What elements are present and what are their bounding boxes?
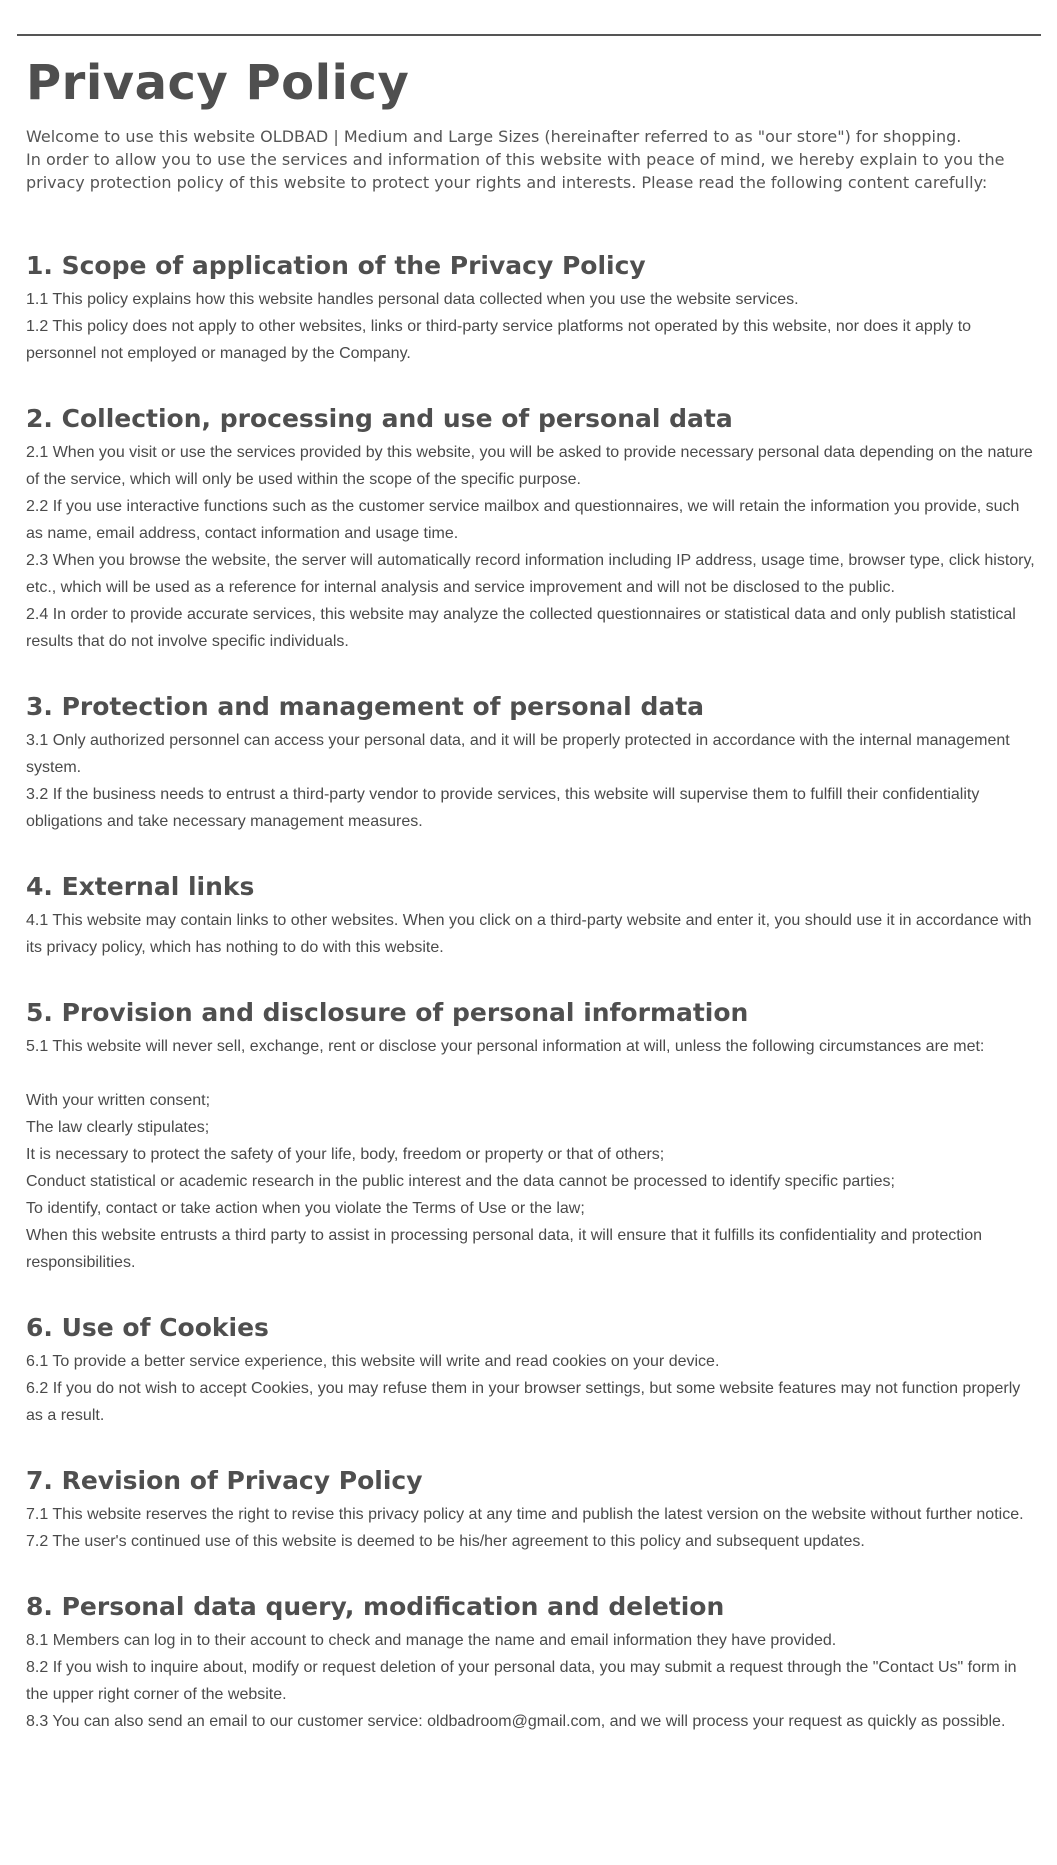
section-line: To identify, contact or take action when you violate the Terms of Use or the law; (26, 1200, 585, 1217)
section-heading: 3. Protection and management of personal data (26, 692, 705, 721)
page-title: Privacy Policy (26, 55, 410, 111)
section-line: 4.1 This website may contain links to other websites. When you click on a third-party website and enter it, you should use it in accordance with its privacy policy, which has nothing to do with this website. (26, 912, 1032, 956)
section-line: 3.2 If the business needs to entrust a third-party vendor to provide services, this website will supervise them to fulfill their confidentiality obligations and take necessary management measures. (26, 786, 980, 830)
policy-section (26, 1591, 1036, 1735)
policy-section (26, 871, 1036, 961)
intro-line: In order to allow you to use the services and information of this website with peace of mind, we hereby explain to you the privacy protection policy of this website to protect your rights and interests. Please read the following content carefully: (26, 150, 1005, 192)
section-line: The law clearly stipulates; (26, 1119, 210, 1136)
policy-section (26, 250, 1036, 367)
section-line: 8.1 Members can log in to their account to check and manage the name and email information they have provided. (26, 1632, 837, 1649)
section-heading: 4. External links (26, 872, 255, 901)
section-line: 2.4 In order to provide accurate services, this website may analyze the collected questionnaires or statistical data and only publish statistical results that do not involve specific individuals. (26, 606, 1016, 650)
section-line: With your written consent; (26, 1092, 211, 1109)
section-heading: 8. Personal data query, modification and deletion (26, 1592, 725, 1621)
top-divider (17, 34, 1041, 36)
section-heading: 5. Provision and disclosure of personal information (26, 998, 749, 1027)
policy-content (26, 50, 1036, 1771)
paragraph-gap (26, 1060, 1036, 1087)
intro (26, 125, 1036, 194)
policy-section (26, 1312, 1036, 1429)
section-heading: 1. Scope of application of the Privacy Policy (26, 251, 646, 280)
policy-section (26, 691, 1036, 835)
section-line: 7.1 This website reserves the right to revise this privacy policy at any time and publish the latest version on the website without further notice. (26, 1506, 1024, 1523)
intro-line: Welcome to use this website OLDBAD | Medium and Large Sizes (hereinafter referred to as "our store") for shopping. (26, 127, 962, 146)
section-line: 6.1 To provide a better service experience, this website will write and read cookies on your device. (26, 1353, 720, 1370)
section-line: 8.2 If you wish to inquire about, modify or request deletion of your personal data, you may submit a request through the "Contact Us" form in the upper right corner of the website. (26, 1659, 1017, 1703)
section-line: 6.2 If you do not wish to accept Cookies, you may refuse them in your browser settings, but some website features may not function properly as a result. (26, 1380, 1021, 1424)
section-heading: 2. Collection, processing and use of personal data (26, 404, 733, 433)
section-line: 1.2 This policy does not apply to other websites, links or third-party service platforms not operated by this website, nor does it apply to personnel not employed or managed by the Company. (26, 318, 972, 362)
section-line: 2.1 When you visit or use the services provided by this website, you will be asked to provide necessary personal data depending on the nature of the service, which will only be used within the scope of the specific purpose. (26, 444, 1033, 488)
section-line: 5.1 This website will never sell, exchange, rent or disclose your personal information at will, unless the following circumstances are met: (26, 1038, 985, 1055)
section-line: 2.3 When you browse the website, the server will automatically record information including IP address, usage time, browser type, click history, etc., which will be used as a reference for internal analysis and service improvement and will not be disclosed to the public. (26, 552, 1035, 596)
section-line: 1.1 This policy explains how this website handles personal data collected when you use the website services. (26, 291, 799, 308)
section-heading: 7. Revision of Privacy Policy (26, 1466, 423, 1495)
section-line: 2.2 If you use interactive functions such as the customer service mailbox and questionnaires, we will retain the information you provide, such as name, email address, contact information and usage time. (26, 498, 1020, 542)
policy-sections (26, 250, 1036, 1735)
section-line: Conduct statistical or academic research in the public interest and the data cannot be processed to identify specific parties; (26, 1173, 895, 1190)
section-heading: 6. Use of Cookies (26, 1313, 269, 1342)
section-line: 7.2 The user's continued use of this website is deemed to be his/her agreement to this policy and subsequent updates. (26, 1533, 865, 1550)
section-line: 3.1 Only authorized personnel can access your personal data, and it will be properly protected in accordance with the internal management system. (26, 732, 1010, 776)
section-line: It is necessary to protect the safety of your life, body, freedom or property or that of others; (26, 1146, 665, 1163)
policy-section (26, 403, 1036, 655)
section-line: 8.3 You can also send an email to our customer service: oldbadroom@gmail.com, and we will process your request as quickly as possible. (26, 1713, 1006, 1730)
policy-section (26, 1465, 1036, 1555)
policy-section (26, 997, 1036, 1276)
section-line: When this website entrusts a third party to assist in processing personal data, it will ensure that it fulfills its confidentiality and protection responsibilities. (26, 1227, 983, 1271)
